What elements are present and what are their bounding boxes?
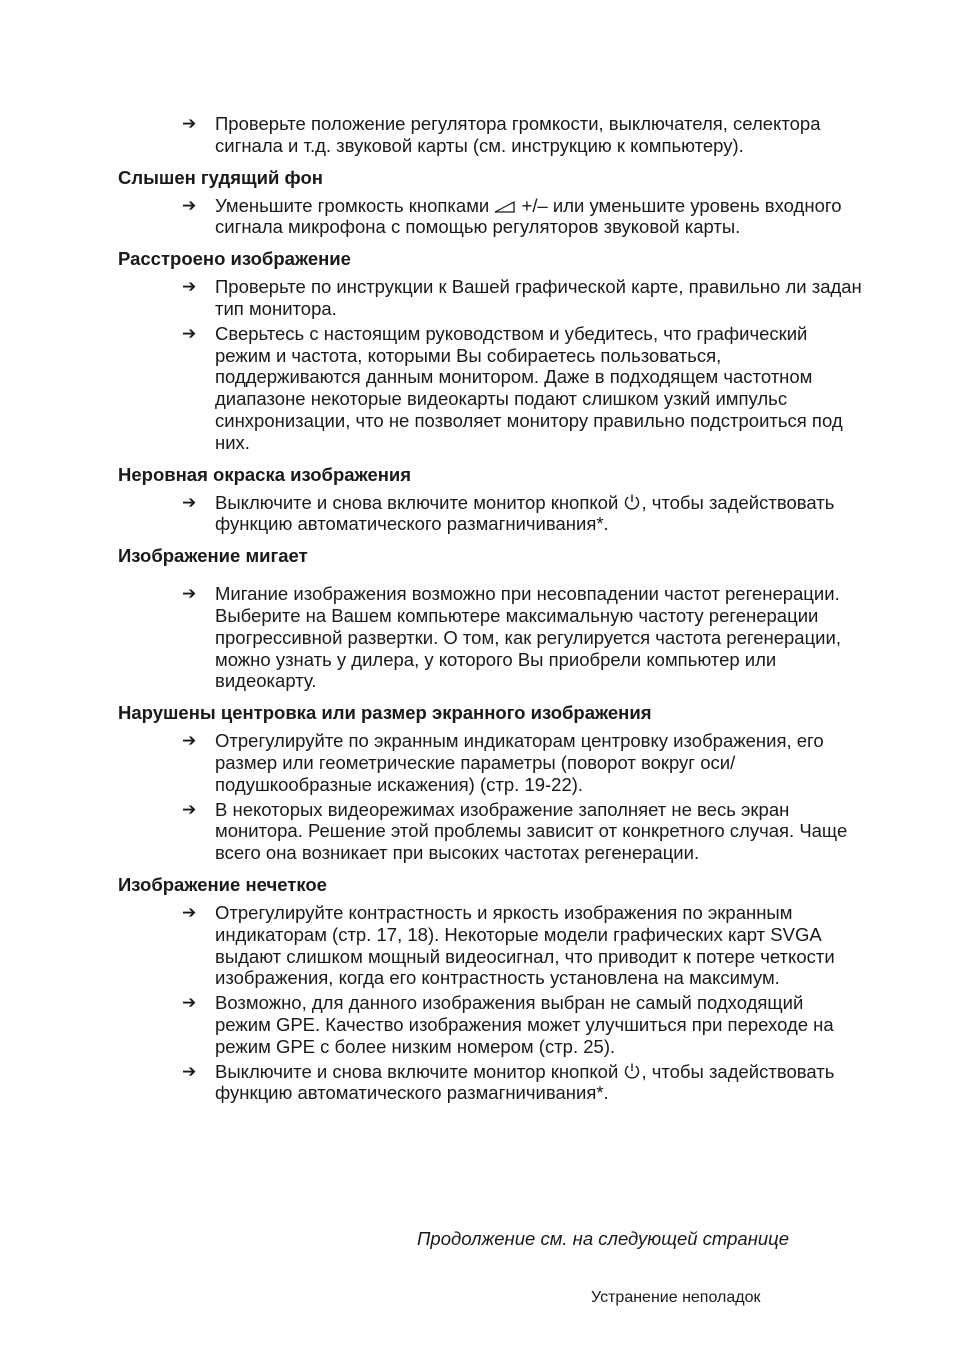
arrow-right-icon: ➔ [182, 1061, 197, 1081]
item-text: Мигание изображения возможно при несовпадении частот регенерации. Выберите на Вашем компьютере максимальную частоту регенерации прогрессивной развертки. О том, как регулируется частота регенерации, можно узнать у дилера, у которого Вы приобрели компьютер или видеокарту. [215, 583, 841, 692]
power-icon [623, 1062, 641, 1080]
list-item [182, 1060, 863, 1105]
page-footer: Устранение неполадок [591, 1289, 761, 1306]
item-text: Проверьте положение регулятора громкости, выключателя, селектора сигнала и т.д. звуковой карты (см. инструкцию к компьютеру). [215, 113, 821, 156]
volume-icon [494, 200, 516, 214]
arrow-right-icon: ➔ [182, 492, 197, 512]
item-text: В некоторых видеорежимах изображение заполняет не весь экран монитора. Решение этой проблемы зависит от конкретного случая. Чаще всего она возникает при высоких частотах регенерации. [215, 798, 848, 864]
list-item [182, 322, 863, 454]
arrow-right-icon: ➔ [182, 993, 197, 1013]
arrow-right-icon: ➔ [182, 584, 197, 604]
section-heading: Нарушены центровка или размер экранного изображения [118, 702, 652, 724]
troubleshooting-content [0, 113, 954, 1104]
item-text: Проверьте по инструкции к Вашей графической карте, правильно ли задан тип монитора. [215, 276, 862, 319]
arrow-right-icon: ➔ [182, 323, 197, 343]
item-text: Отрегулируйте контрастность и яркость изображения по экранным индикаторам (стр. 17, 18). Некоторые модели графических карт SVGA выдают слишком мощный видеосигнал, что приводит к потере четкости изображения, когда его контрастность установлена на максимум. [215, 901, 835, 989]
item-text-post: +/– или уменьшите уровень входного сигнала микрофона с помощью регуляторов звуковой карты. [215, 194, 842, 238]
list-item [182, 113, 863, 157]
section-heading: Неровная окраска изображения [118, 463, 412, 485]
item-text: Сверьтесь с настоящим руководством и убедитесь, что графический режим и частота, которыми Вы собираетесь пользоваться, поддерживаются данным монитором. Даже в подходящем частотном диапазоне некоторые видеокарты подают слишком узкий импульс синхронизации, что не позволяет монитору правильно подстроиться под них. [215, 322, 843, 453]
power-icon [623, 493, 641, 511]
arrow-right-icon: ➔ [182, 799, 197, 819]
arrow-right-icon: ➔ [182, 114, 197, 133]
list-item [182, 798, 863, 864]
list-item [182, 583, 863, 692]
item-text: Возможно, для данного изображения выбран не самый подходящий режим GPE. Качество изображения может улучшиться при переходе на режим GPE с более низким номером (стр. 25). [215, 992, 834, 1057]
list-item [182, 992, 863, 1057]
list-item [182, 901, 863, 989]
section-heading: Слышен гудящий фон [118, 166, 323, 188]
arrow-right-icon: ➔ [182, 902, 197, 922]
item-text-post: , чтобы задействовать функцию автоматического размагничивания*. [215, 1060, 835, 1104]
section-heading: Расстроено изображение [118, 248, 351, 270]
item-text-pre: Выключите и снова включите монитор кнопкой [215, 1060, 624, 1082]
arrow-right-icon: ➔ [182, 277, 197, 297]
list-item [182, 276, 863, 320]
item-text-pre: Уменьшите громкость кнопками [215, 194, 495, 216]
arrow-right-icon: ➔ [182, 195, 197, 215]
item-text-pre: Выключите и снова включите монитор кнопкой [215, 491, 624, 513]
section-heading: Изображение нечеткое [118, 873, 327, 895]
arrow-right-icon: ➔ [182, 731, 197, 751]
continue-note: Продолжение см. на следующей странице [417, 1228, 790, 1249]
item-text-post: , чтобы задействовать функцию автоматического размагничивания*. [215, 491, 835, 535]
list-item [182, 491, 863, 536]
list-item [182, 730, 863, 795]
item-text: Отрегулируйте по экранным индикаторам центровку изображения, его размер или геометрические параметры (поворот вокруг оси/подушкообразные искажения) (стр. 19-22). [215, 730, 824, 795]
section-heading: Изображение мигает [118, 545, 308, 567]
list-item [182, 194, 863, 239]
